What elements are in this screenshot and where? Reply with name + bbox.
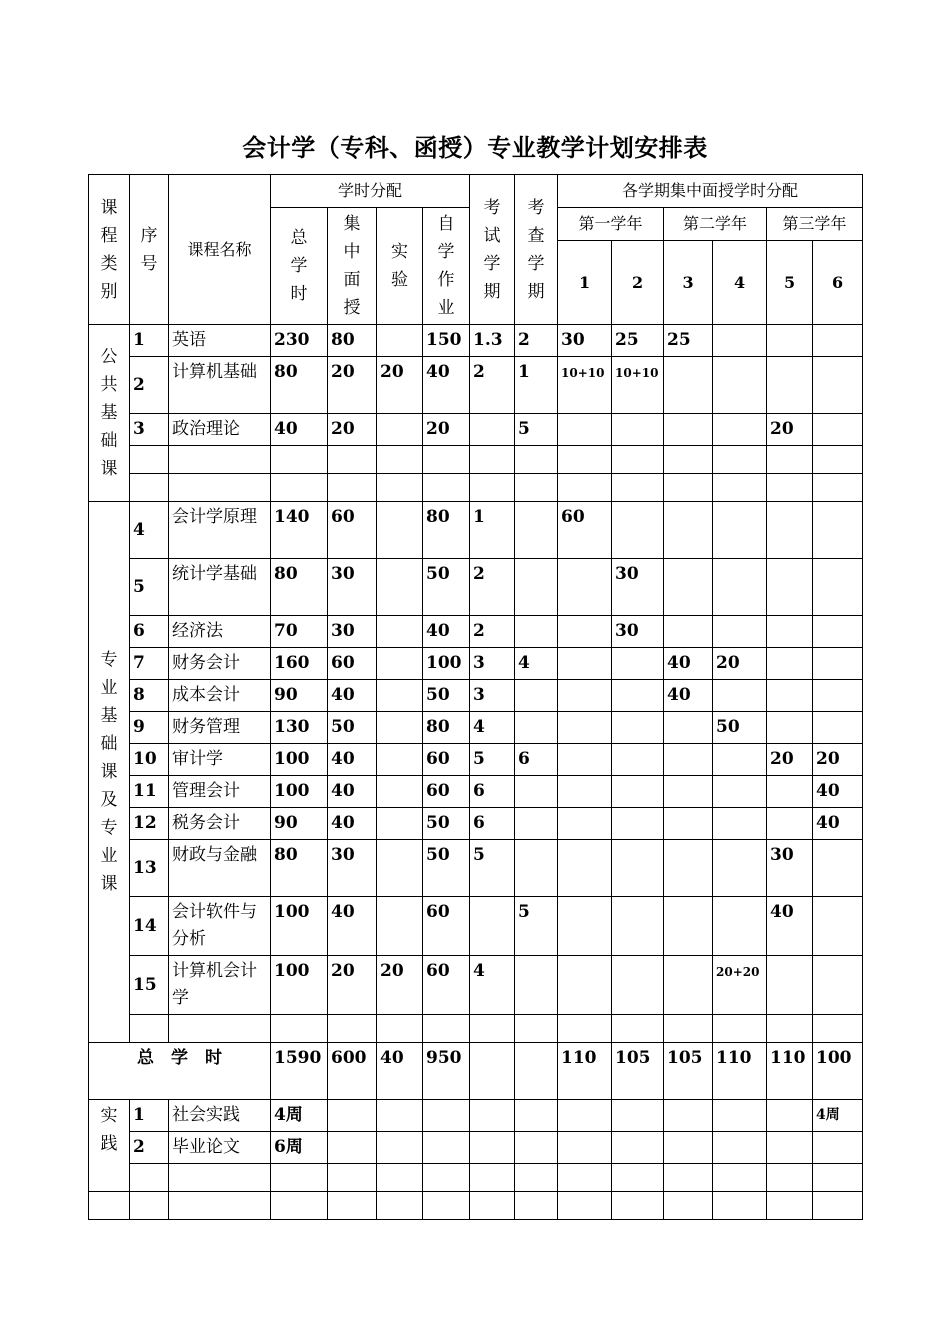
- cell-total: 160: [271, 648, 328, 680]
- cell-seq: 9: [130, 712, 169, 744]
- totals-s4: 110: [713, 1043, 767, 1100]
- cell-s1: [558, 559, 612, 616]
- cell-s2: [612, 808, 664, 840]
- cell-course-name: 英语: [169, 325, 271, 357]
- cell-face: 30: [328, 559, 377, 616]
- cell-seq: 7: [130, 648, 169, 680]
- cell-s4: [713, 808, 767, 840]
- cell-s2: [612, 897, 664, 956]
- header-experiment: 实验: [377, 208, 423, 325]
- table-row: [89, 325, 863, 357]
- cell-total: 6周: [271, 1132, 328, 1164]
- header-hours-dist: 学时分配: [271, 175, 470, 208]
- header-course-name: 课程名称: [169, 175, 271, 325]
- cell-s3: [664, 744, 713, 776]
- cell-face: 20: [328, 357, 377, 414]
- totals-s5: 110: [767, 1043, 813, 1100]
- cell-s6: 40: [813, 808, 863, 840]
- cell-s3: [664, 808, 713, 840]
- cell-total: 40: [271, 414, 328, 446]
- cell-s5: [767, 357, 813, 414]
- totals-s3: 105: [664, 1043, 713, 1100]
- cell-check: 4: [515, 648, 558, 680]
- empty-row: [89, 474, 863, 502]
- cell-seq: 15: [130, 956, 169, 1015]
- cell-exam: 5: [470, 840, 515, 897]
- header-semester-6: 6: [813, 241, 863, 325]
- cell-check: 2: [515, 325, 558, 357]
- cell-s5: [767, 680, 813, 712]
- cell-s6: [813, 559, 863, 616]
- cell-exp: [377, 897, 423, 956]
- header-check-term: 考查学期: [515, 175, 558, 325]
- cell-exam: 1: [470, 502, 515, 559]
- cell-s5: [767, 712, 813, 744]
- header-semester-dist: 各学期集中面授学时分配: [558, 175, 863, 208]
- cell-s3: [664, 357, 713, 414]
- table-row: [89, 1100, 863, 1132]
- cell-s5: [767, 559, 813, 616]
- cell-s2: 30: [612, 616, 664, 648]
- cell-exp: [377, 559, 423, 616]
- cell-exp: [377, 616, 423, 648]
- cell-s5: [767, 808, 813, 840]
- table-row: [89, 559, 863, 616]
- group-major: 专业基础课及专业课: [89, 502, 130, 1043]
- cell-course-name: 政治理论: [169, 414, 271, 446]
- totals-s6: 100: [813, 1043, 863, 1100]
- cell-exam: 1.3: [470, 325, 515, 357]
- cell-seq: 1: [130, 325, 169, 357]
- cell-exam: 3: [470, 648, 515, 680]
- cell-self: 60: [423, 897, 470, 956]
- cell-seq: 3: [130, 414, 169, 446]
- cell-check: [515, 808, 558, 840]
- cell-course-name: 审计学: [169, 744, 271, 776]
- cell-s1: 10+10: [558, 357, 612, 414]
- cell-s6: [813, 325, 863, 357]
- cell-s4: [713, 840, 767, 897]
- cell-check: 5: [515, 414, 558, 446]
- cell-exam: [470, 897, 515, 956]
- table-row: [89, 414, 863, 446]
- cell-exp: [377, 840, 423, 897]
- cell-total: 90: [271, 808, 328, 840]
- table-row: [89, 680, 863, 712]
- empty-row: [89, 1015, 863, 1043]
- cell-s1: [558, 744, 612, 776]
- cell-face: 50: [328, 712, 377, 744]
- table-row: [89, 712, 863, 744]
- header-exam-term: 考试学期: [470, 175, 515, 325]
- header-semester-3: 3: [664, 241, 713, 325]
- cell-self: 50: [423, 559, 470, 616]
- cell-course-name: 会计软件与分析: [169, 897, 271, 956]
- cell-course-name: 成本会计: [169, 680, 271, 712]
- cell-s6: [813, 357, 863, 414]
- cell-check: [515, 502, 558, 559]
- cell-s2: [612, 956, 664, 1015]
- cell-seq: 6: [130, 616, 169, 648]
- cell-s1: [558, 648, 612, 680]
- cell-total: 130: [271, 712, 328, 744]
- table-row: [89, 776, 863, 808]
- cell-face: 40: [328, 776, 377, 808]
- cell-s2: [612, 648, 664, 680]
- cell-self: 50: [423, 808, 470, 840]
- header-category: 课程类别: [89, 175, 130, 325]
- totals-s2: 105: [612, 1043, 664, 1100]
- cell-s6: [813, 680, 863, 712]
- cell-s2: 25: [612, 325, 664, 357]
- header-semester-1: 1: [558, 241, 612, 325]
- cell-exam: 2: [470, 357, 515, 414]
- cell-s2: [612, 840, 664, 897]
- cell-s4: 20: [713, 648, 767, 680]
- cell-seq: 2: [130, 1132, 169, 1164]
- header-face-teach: 集中面授: [328, 208, 377, 325]
- cell-total: 100: [271, 776, 328, 808]
- empty-row: [89, 1192, 863, 1220]
- cell-course-name: 统计学基础: [169, 559, 271, 616]
- cell-s4: [713, 502, 767, 559]
- cell-self: 50: [423, 840, 470, 897]
- cell-exp: [377, 325, 423, 357]
- cell-check: [515, 559, 558, 616]
- header-self-study: 自学作业: [423, 208, 470, 325]
- cell-seq: 14: [130, 897, 169, 956]
- table-row: [89, 357, 863, 414]
- cell-course-name: 会计学原理: [169, 502, 271, 559]
- header-semester-2: 2: [612, 241, 664, 325]
- cell-exp: [377, 414, 423, 446]
- cell-check: 1: [515, 357, 558, 414]
- cell-face: 40: [328, 680, 377, 712]
- cell-face: 60: [328, 502, 377, 559]
- cell-exam: 5: [470, 744, 515, 776]
- cell-course-name: 税务会计: [169, 808, 271, 840]
- cell-s4: [713, 616, 767, 648]
- cell-check: 6: [515, 744, 558, 776]
- cell-self: 100: [423, 648, 470, 680]
- cell-s3: [664, 840, 713, 897]
- header-total-hours: 总学时: [271, 208, 328, 325]
- totals-total: 1590: [271, 1043, 328, 1100]
- totals-s1: 110: [558, 1043, 612, 1100]
- cell-self: 80: [423, 712, 470, 744]
- cell-s1: [558, 414, 612, 446]
- cell-s3: 40: [664, 680, 713, 712]
- cell-s4: [713, 559, 767, 616]
- cell-s2: [612, 712, 664, 744]
- cell-s4: [713, 357, 767, 414]
- cell-course-name: 财务会计: [169, 648, 271, 680]
- cell-s6: 40: [813, 776, 863, 808]
- cell-s2: [612, 502, 664, 559]
- cell-s3: 25: [664, 325, 713, 357]
- cell-s5: 20: [767, 414, 813, 446]
- cell-face: 30: [328, 616, 377, 648]
- cell-exp: [377, 744, 423, 776]
- header-row-1: [89, 175, 863, 208]
- cell-check: [515, 776, 558, 808]
- cell-total: 100: [271, 744, 328, 776]
- totals-self: 950: [423, 1043, 470, 1100]
- cell-check: [515, 840, 558, 897]
- cell-exam: 3: [470, 680, 515, 712]
- cell-s6: 20: [813, 744, 863, 776]
- cell-s6: [813, 414, 863, 446]
- cell-s6: [813, 648, 863, 680]
- cell-s6: [813, 712, 863, 744]
- totals-face: 600: [328, 1043, 377, 1100]
- cell-self: 40: [423, 616, 470, 648]
- cell-s4: [713, 744, 767, 776]
- cell-course-name: 财政与金融: [169, 840, 271, 897]
- cell-s2: 30: [612, 559, 664, 616]
- cell-exp: [377, 502, 423, 559]
- cell-s4: 20+20: [713, 956, 767, 1015]
- cell-exp: [377, 680, 423, 712]
- cell-self: 80: [423, 502, 470, 559]
- table-row: [89, 616, 863, 648]
- header-year2: 第二学年: [664, 208, 767, 241]
- cell-s5: [767, 648, 813, 680]
- cell-total: 80: [271, 840, 328, 897]
- totals-exp: 40: [377, 1043, 423, 1100]
- cell-seq: 12: [130, 808, 169, 840]
- cell-exam: 6: [470, 776, 515, 808]
- cell-exam: [470, 414, 515, 446]
- cell-course-name: 毕业论文: [169, 1132, 271, 1164]
- cell-self: 60: [423, 956, 470, 1015]
- cell-exp: 20: [377, 357, 423, 414]
- cell-s4: [713, 680, 767, 712]
- cell-s2: 10+10: [612, 357, 664, 414]
- cell-s3: [664, 502, 713, 559]
- cell-s5: [767, 616, 813, 648]
- cell-s5: 40: [767, 897, 813, 956]
- cell-s5: [767, 502, 813, 559]
- cell-self: 20: [423, 414, 470, 446]
- cell-exam: 2: [470, 616, 515, 648]
- table-row: [89, 956, 863, 1015]
- cell-total: 4周: [271, 1100, 328, 1132]
- teaching-plan-table: [88, 174, 863, 1220]
- totals-label: 总 学 时: [89, 1043, 271, 1100]
- table-row: [89, 1132, 863, 1164]
- cell-s1: 30: [558, 325, 612, 357]
- cell-s6: [813, 502, 863, 559]
- cell-exam: 6: [470, 808, 515, 840]
- cell-total: 100: [271, 956, 328, 1015]
- cell-seq: 11: [130, 776, 169, 808]
- cell-s1: [558, 680, 612, 712]
- cell-s4: 50: [713, 712, 767, 744]
- table-row: [89, 897, 863, 956]
- cell-face: 80: [328, 325, 377, 357]
- cell-s2: [612, 776, 664, 808]
- cell-s3: [664, 712, 713, 744]
- cell-s4: [713, 414, 767, 446]
- cell-s1: [558, 776, 612, 808]
- cell-s1: [558, 956, 612, 1015]
- cell-total: 230: [271, 325, 328, 357]
- cell-s5: 20: [767, 744, 813, 776]
- cell-s6: [813, 840, 863, 897]
- group-practice: 实践: [89, 1100, 130, 1192]
- cell-s5: 30: [767, 840, 813, 897]
- cell-course-name: 经济法: [169, 616, 271, 648]
- cell-s3: [664, 616, 713, 648]
- cell-seq: 13: [130, 840, 169, 897]
- cell-s4: [713, 776, 767, 808]
- cell-course-name: 社会实践: [169, 1100, 271, 1132]
- cell-s3: 40: [664, 648, 713, 680]
- cell-exp: 20: [377, 956, 423, 1015]
- cell-seq: 1: [130, 1100, 169, 1132]
- cell-exam: 2: [470, 559, 515, 616]
- cell-face: 20: [328, 414, 377, 446]
- cell-self: 40: [423, 357, 470, 414]
- cell-s1: 60: [558, 502, 612, 559]
- table-row: [89, 502, 863, 559]
- cell-face: 30: [328, 840, 377, 897]
- cell-course-name: 计算机会计学: [169, 956, 271, 1015]
- cell-check: [515, 956, 558, 1015]
- cell-seq: 5: [130, 559, 169, 616]
- cell-s3: [664, 956, 713, 1015]
- totals-row: [89, 1043, 863, 1100]
- cell-total: 140: [271, 502, 328, 559]
- group-public: 公共基础课: [89, 325, 130, 502]
- cell-s1: [558, 616, 612, 648]
- cell-seq: 2: [130, 357, 169, 414]
- cell-face: 60: [328, 648, 377, 680]
- cell-self: 60: [423, 776, 470, 808]
- cell-total: 90: [271, 680, 328, 712]
- header-seq: 序号: [130, 175, 169, 325]
- cell-check: [515, 616, 558, 648]
- cell-s4: [713, 897, 767, 956]
- cell-s2: [612, 414, 664, 446]
- cell-face: 20: [328, 956, 377, 1015]
- cell-exp: [377, 712, 423, 744]
- cell-s1: [558, 897, 612, 956]
- cell-check: 5: [515, 897, 558, 956]
- cell-exp: [377, 776, 423, 808]
- cell-check: [515, 712, 558, 744]
- cell-face: 40: [328, 897, 377, 956]
- cell-total: 70: [271, 616, 328, 648]
- table-row: [89, 840, 863, 897]
- empty-row: [89, 1164, 863, 1192]
- cell-s6: [813, 956, 863, 1015]
- cell-s5: [767, 956, 813, 1015]
- cell-s2: [612, 680, 664, 712]
- cell-total: 100: [271, 897, 328, 956]
- cell-face: 40: [328, 744, 377, 776]
- cell-face: 40: [328, 808, 377, 840]
- cell-s1: [558, 808, 612, 840]
- empty-row: [89, 446, 863, 474]
- cell-exp: [377, 648, 423, 680]
- cell-exam: 4: [470, 956, 515, 1015]
- cell-seq: 8: [130, 680, 169, 712]
- table-row: [89, 648, 863, 680]
- cell-s1: [558, 840, 612, 897]
- cell-s3: [664, 559, 713, 616]
- cell-course-name: 财务管理: [169, 712, 271, 744]
- cell-s3: [664, 897, 713, 956]
- cell-self: 150: [423, 325, 470, 357]
- header-semester-5: 5: [767, 241, 813, 325]
- cell-total: 80: [271, 559, 328, 616]
- cell-s1: [558, 712, 612, 744]
- header-semester-4: 4: [713, 241, 767, 325]
- cell-s5: [767, 325, 813, 357]
- cell-self: 50: [423, 680, 470, 712]
- header-year3: 第三学年: [767, 208, 863, 241]
- cell-s5: [767, 776, 813, 808]
- cell-course-name: 管理会计: [169, 776, 271, 808]
- cell-s4: [713, 325, 767, 357]
- cell-s6: [813, 616, 863, 648]
- cell-s3: [664, 414, 713, 446]
- cell-self: 60: [423, 744, 470, 776]
- cell-check: [515, 680, 558, 712]
- cell-seq: 4: [130, 502, 169, 559]
- page-title: 会计学（专科、函授）专业教学计划安排表: [242, 134, 708, 162]
- header-year1: 第一学年: [558, 208, 664, 241]
- table-row: [89, 808, 863, 840]
- cell-exam: 4: [470, 712, 515, 744]
- cell-s3: [664, 776, 713, 808]
- cell-s6: 4周: [813, 1100, 863, 1132]
- cell-s2: [612, 744, 664, 776]
- cell-total: 80: [271, 357, 328, 414]
- table-row: [89, 744, 863, 776]
- cell-seq: 10: [130, 744, 169, 776]
- cell-s6: [813, 897, 863, 956]
- cell-exp: [377, 808, 423, 840]
- cell-course-name: 计算机基础: [169, 357, 271, 414]
